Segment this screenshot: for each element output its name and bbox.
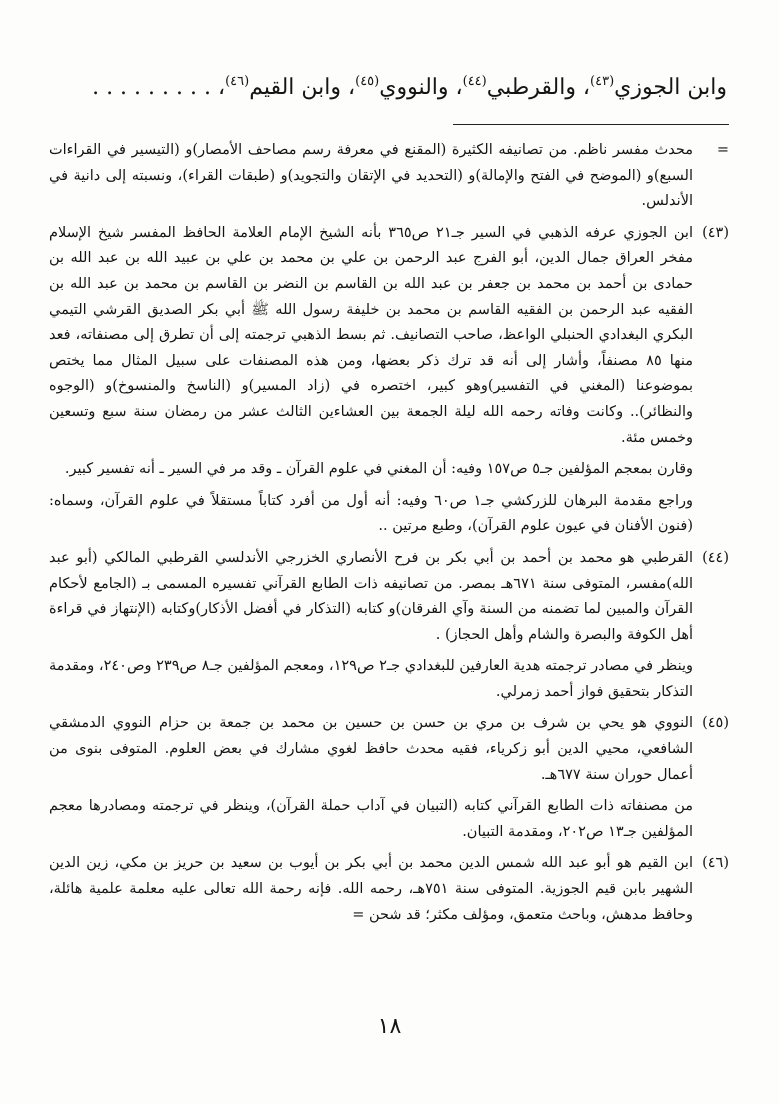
footnote-44: [49, 546, 729, 706]
footnotes: [49, 138, 729, 934]
footnote-paragraph: القرطبي هو محمد بن أحمد بن أبي بكر بن فرح الأنصاري الخزرجي الأندلسي القرطبي المالكي (أبو عبد الله)مفسر، المتوفى سنة ٦٧١هـ بمصر. من تصانيفه ذات الطابع القرآني تفسيره المسمى بـ (الجامع لأحكام القرآن والمبين لما تضمنه من السنة وآي الفرقان)و كتابه (التذكار في أفضل الأذكار)وكتابه (الإنتهاز في قراءة أهل الكوفة والبصرة والشام وأهل الحجاز) .: [49, 549, 694, 643]
footnote-body: [49, 138, 693, 215]
main-text-ibn-al-qayyim: ، وابن القيم: [249, 75, 356, 100]
main-text-al-qurtubi: ، والقرطبي: [486, 75, 591, 100]
footnote-ref-43: (٤٣): [590, 74, 615, 89]
main-text-al-nawawi: ، والنووي: [379, 75, 463, 100]
page-number: ١٨: [377, 1014, 402, 1039]
footnote-43: [49, 221, 729, 540]
footnote-46: [49, 851, 729, 928]
footnote-marker: =: [716, 142, 729, 158]
footnote-paragraph: محدث مفسر ناظم. من تصانيفه الكثيرة (المقنع في معرفة رسم مصاحف الأمصار)و (التيسير في القراءات السبع)و (الموضح في الفتح والإمالة)و (التحديد في الإتقان والتجويد)و (طبقات القراء)، ونسبته إلى دانية في الأندلس.: [49, 142, 693, 210]
main-text-ellipsis: ، . . . . . . . . .: [92, 75, 226, 100]
footnote-body: [49, 851, 693, 928]
footnote-paragraph: وقارن بمعجم المؤلفين جـ٥ ص١٥٧ وفيه: أن المغني في علوم القرآن ـ وقد مر في السير ـ أنه تفسير كبير.: [64, 461, 693, 478]
footnote-paragraph: وراجع مقدمة البرهان للزركشي جـ١ ص٦٠ وفيه: أنه أول من أفرد كتاباً مستقلاً في علوم القرآن، وسماه: (فنون الأفنان في عيون علوم القرآن)، وطبع مرتين ..: [49, 492, 694, 535]
footnote-separator: [453, 124, 729, 125]
footnote-marker: (٤٦): [702, 855, 729, 872]
footnote-paragraph: النووي هو يحي بن شرف بن مري بن حسن بن حسين بن محمد بن جمعة بن حزام النووي الدمشقي الشافعي، محيي الدين أبو زكرياء، فقيه محدث حافظ لغوي مشارك في بعض العلوم. المتوفى بنوى من أعمال حوران سنة ٦٧٧هـ.: [49, 715, 693, 783]
main-text-line: [37, 66, 727, 104]
footnote-ref-44: (٤٤): [462, 74, 487, 89]
footnote-continued: [49, 138, 729, 215]
footnote-paragraph: ابن الجوزي عرفه الذهبي في السير جـ٢١ ص٣٦٥ بأنه الشيخ الإمام العلامة الحافظ المفسر شيخ الإسلام مفخر العراق جمال الدين، أبو الفرج عبد الرحمن بن علي بن محمد بن علي بن عبيد الله بن عبد الله بن حمادى بن أحمد بن محمد بن جعفر بن عبد الله بن القاسم بن النضر بن القاسم بن محمد بن عبد الله بن الفقيه عبد الرحمن بن الفقيه القاسم بن محمد بن خليفة رسول الله ﷺ أبي بكر الصديق القرشي التيمي البكري البغدادي الحنبلي الواعظ، صاحب التصانيف. ثم بسط الذهبي ترجمته إلى أن تطرق إلى مصنفاته، فعد منها ٨٥ مصنفاً، وأشار إلى أنه قد ترك ذكر بعضها، ومن هذه المصنفات على سبيل المثال مما يختص بموضوعنا (المغني في التفسير)وهو كبير، اختصره في (زاد المسير)و (الناسخ والمنسوخ)و (الوجوه والنظائر).. وكانت وفاته رحمه الله ليلة الجمعة بين العشاءين الثالث عشر من رمضان سنة سبع وتسعين وخمس مئة.: [49, 224, 693, 446]
footnote-marker: (٤٥): [702, 715, 729, 732]
footnote-body: [49, 711, 693, 845]
footnote-45: [49, 711, 729, 845]
footnote-paragraph: من مصنفاته ذات الطابع القرآني كتابه (التبيان في آداب حملة القرآن)، وينظر في ترجمته ومصادرها معجم المؤلفين جـ١٣ ص٢٠٢، ومقدمة التبيان.: [49, 798, 693, 840]
footnote-ref-46: (٤٦): [225, 74, 250, 89]
footnote-body: [49, 221, 693, 540]
footnote-marker: (٤٣): [702, 224, 729, 241]
footnote-body: [49, 546, 693, 706]
footnote-marker: (٤٤): [702, 549, 729, 566]
footnote-paragraph: وينظر في مصادر ترجمته هدية العارفين للبغدادي جـ٢ ص١٢٩، ومعجم المؤلفين جـ٨ ص٢٣٩ وص٢٤٠، ومقدمة التذكار بتحقيق فواز أحمد زمرلي.: [49, 658, 693, 700]
footnote-ref-45: (٤٥): [355, 74, 380, 89]
main-text-ibn-al-jawzi: وابن الجوزي: [614, 75, 727, 100]
footnote-paragraph: ابن القيم هو أبو عبد الله شمس الدين محمد بن أبي بكر بن أيوب بن سعيد بن حريز بن مكي، زين الدين الشهير بابن قيم الجوزية. المتوفى سنة ٧٥١هـ، رحمه الله. فإنه رحمة الله تعالى عليه معلمة علمية هائلة، وحافظ مدهش، وباحث متعمق، ومؤلف مكثر؛ قد شحن =: [49, 855, 693, 923]
